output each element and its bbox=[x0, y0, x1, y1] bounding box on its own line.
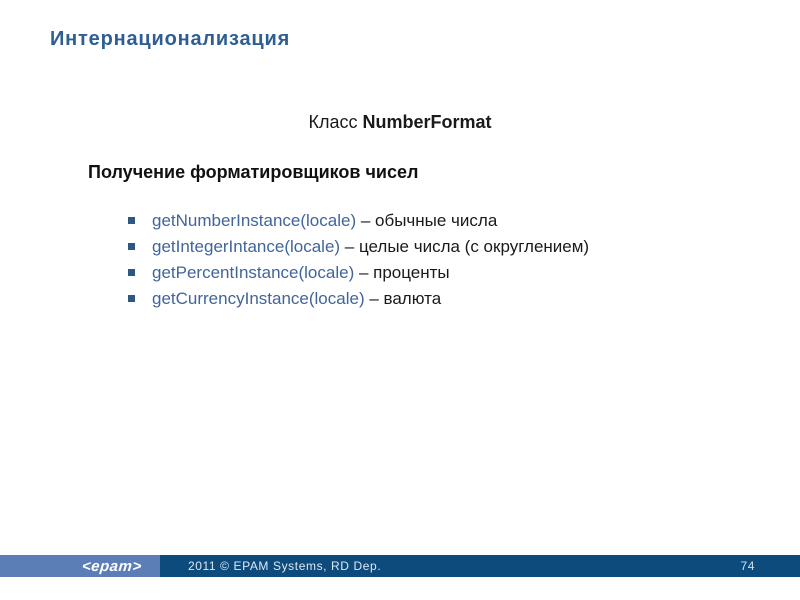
list-item bbox=[128, 208, 589, 234]
list-item bbox=[128, 234, 589, 260]
heading-prefix: Класс bbox=[308, 112, 363, 132]
bullet-square-icon bbox=[128, 295, 135, 302]
footer-copyright: 2011 © EPAM Systems, RD Dep. bbox=[188, 559, 382, 573]
bullet-square-icon bbox=[128, 217, 135, 224]
heading bbox=[0, 112, 800, 133]
bullet-code: getNumberInstance(locale) bbox=[152, 211, 357, 230]
bullet-description: – проценты bbox=[354, 263, 450, 282]
bullet-code: getCurrencyInstance(locale) bbox=[152, 289, 365, 308]
footer bbox=[0, 555, 800, 577]
bullet-code: getIntegerIntance(locale) bbox=[152, 237, 341, 256]
bullet-code: getPercentInstance(locale) bbox=[152, 263, 355, 282]
epam-logo: <epam> bbox=[81, 557, 143, 575]
footer-bar bbox=[160, 555, 800, 577]
bullet-list bbox=[128, 208, 589, 312]
slide-title: Интернационализация bbox=[50, 28, 291, 50]
bullet-square-icon bbox=[128, 243, 135, 250]
heading-class-name: NumberFormat bbox=[362, 112, 492, 132]
bullet-description: – валюта bbox=[364, 289, 442, 308]
list-item bbox=[128, 286, 589, 312]
bullet-square-icon bbox=[128, 269, 135, 276]
page-number: 74 bbox=[740, 559, 755, 573]
footer-logo-band bbox=[0, 555, 160, 577]
list-item bbox=[128, 260, 589, 286]
bullet-description: – обычные числа bbox=[356, 211, 498, 230]
subheading: Получение форматировщиков чисел bbox=[88, 162, 419, 182]
bullet-description: – целые числа (с округлением) bbox=[340, 237, 590, 256]
